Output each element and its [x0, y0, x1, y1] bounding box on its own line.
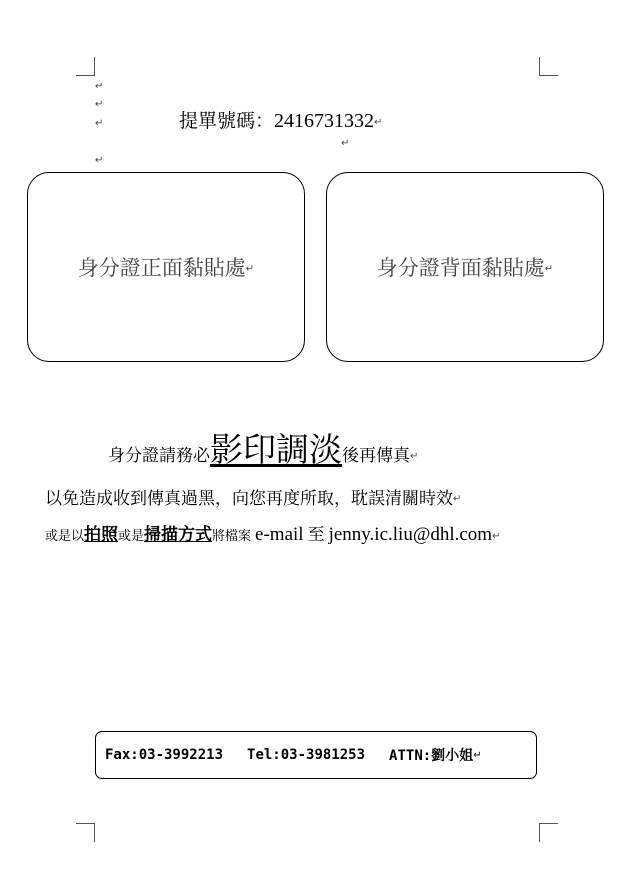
id-back-paste-box [326, 172, 604, 362]
instruction-text: 後再傳真 [342, 446, 410, 466]
paragraph-mark: ↵ [341, 138, 350, 149]
order-number-line [179, 106, 382, 133]
paragraph-mark: ↵ [95, 118, 104, 129]
crop-mark-bottom-left [76, 823, 95, 842]
paragraph-mark: ↵ [95, 81, 104, 92]
contact-info-box [95, 731, 537, 779]
id-front-paste-box [27, 172, 305, 362]
paragraph-mark: ↵ [410, 451, 419, 462]
instruction-text: 或是 [118, 529, 145, 544]
email-prefix: e-mail [255, 524, 304, 545]
instruction-text: 或是以 [45, 529, 85, 544]
crop-mark-top-right [539, 57, 558, 76]
id-front-label: 身分證正面黏貼處↵ [77, 256, 255, 280]
attention-contact: ATTN:劉小姐 [389, 748, 474, 764]
id-back-label: 身分證背面黏貼處↵ [376, 256, 554, 280]
order-number-value: 2416731332 [274, 110, 375, 132]
emphasis-text: 拍照 [84, 525, 119, 545]
instruction-text: 身分證請務必 [108, 446, 210, 466]
paragraph-mark: ↵ [374, 116, 383, 128]
emphasis-text: 影印調淡 [210, 430, 342, 469]
paragraph-mark: ↵ [473, 749, 482, 761]
crop-mark-top-left [76, 57, 95, 76]
emphasis-text: 掃描方式 [144, 525, 213, 545]
instruction-text: 以免造成收到傳真過黑，向您再度所取，耽誤清關時效 [45, 489, 453, 509]
email-address: jenny.ic.liu@dhl.com [328, 524, 493, 545]
paragraph-mark: ↵ [492, 530, 501, 542]
instruction-line-3 [45, 520, 500, 546]
instruction-line-2 [45, 484, 461, 509]
paragraph-mark: ↵ [453, 493, 462, 505]
instruction-text: 至 [307, 525, 325, 545]
order-number-label: 提單號碼： [179, 110, 275, 132]
tel-number: Tel:03-3981253 [247, 747, 366, 763]
paragraph-mark: ↵ [95, 155, 104, 166]
paragraph-mark: ↵ [95, 99, 104, 110]
instruction-line-1 [108, 424, 418, 471]
crop-mark-bottom-right [539, 823, 558, 842]
instruction-text: 將檔案 [212, 529, 252, 544]
fax-number: Fax:03-3992213 [105, 747, 224, 763]
